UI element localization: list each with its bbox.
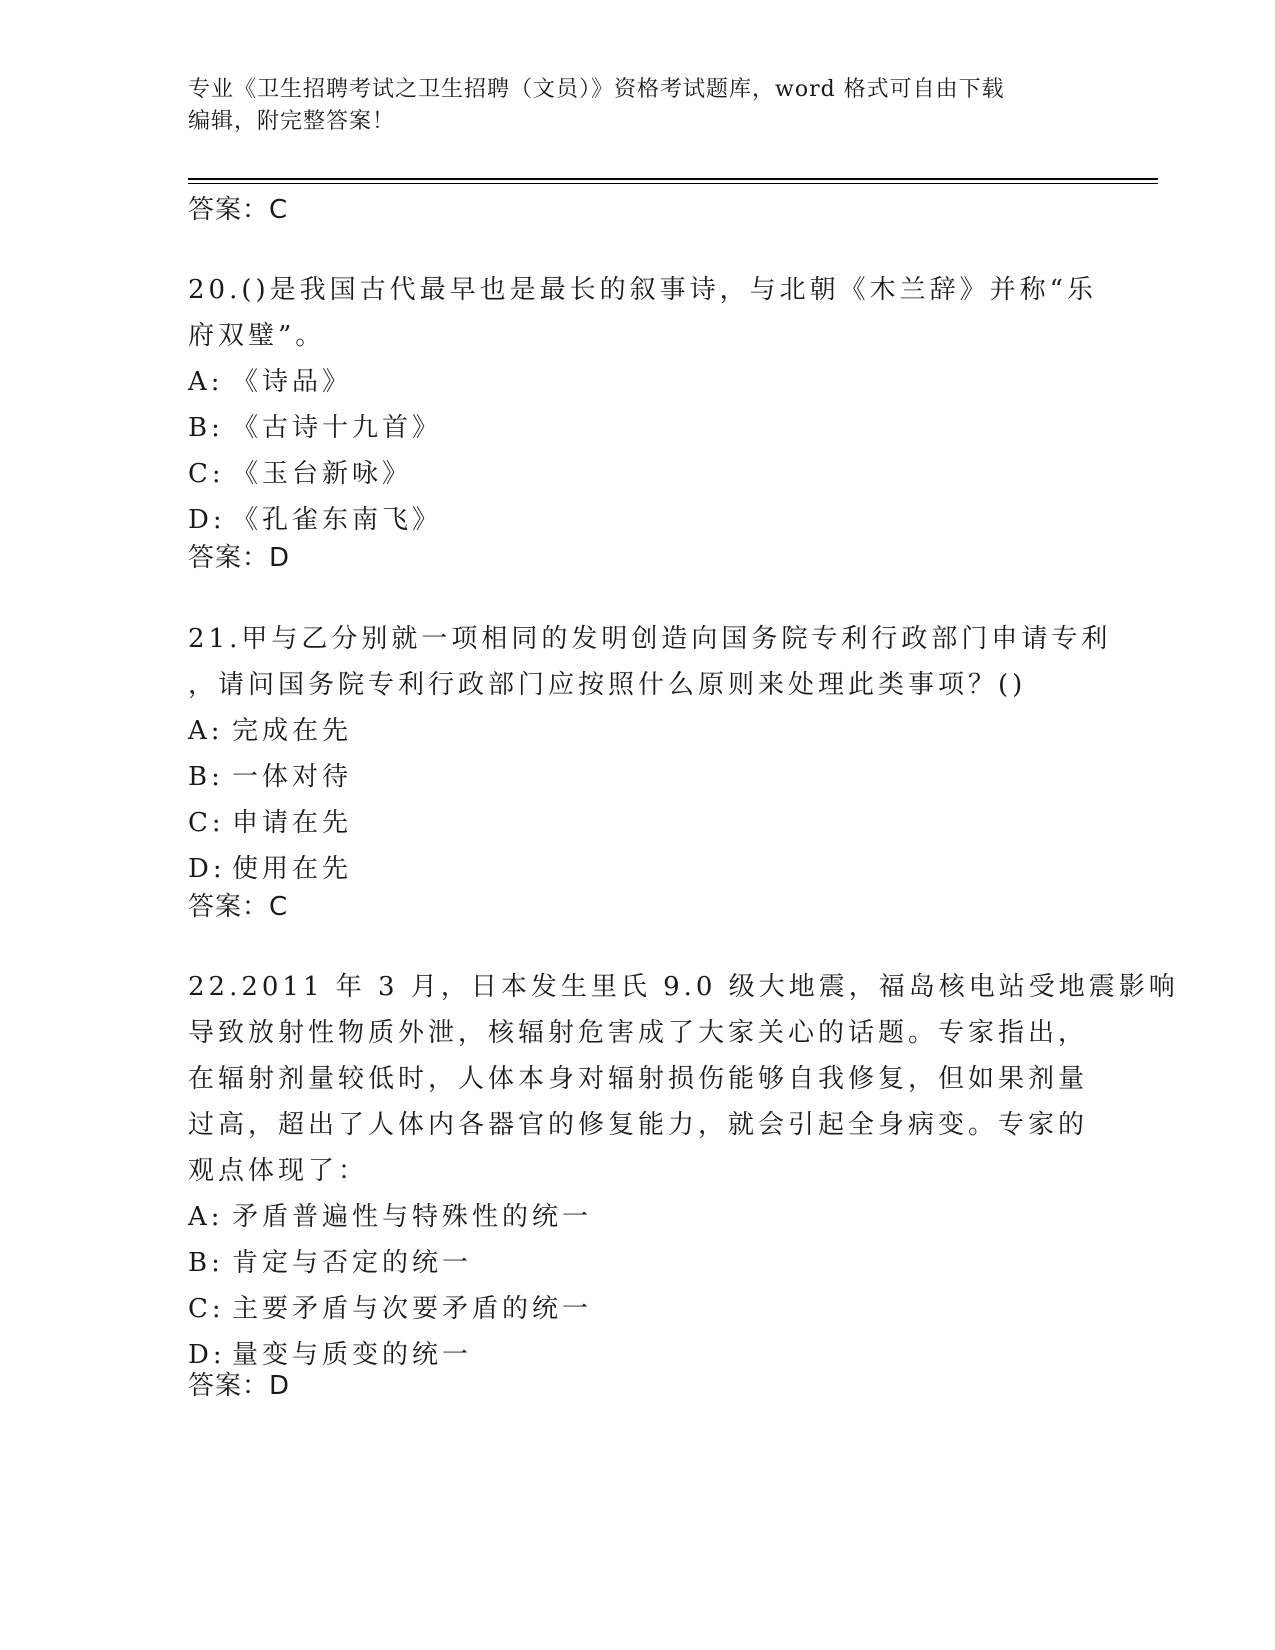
option-text: 《诗品》	[232, 367, 353, 397]
question-20-line-1: 20.()是我国古代最早也是最长的叙事诗，与北朝《木兰辞》并称“乐	[188, 275, 1097, 305]
option-text: 完成在先	[232, 716, 353, 746]
option-text: 《玉台新咏》	[232, 459, 413, 489]
question-21-line-2: ，请问国务院专利行政部门应按照什么原则来处理此类事项？()	[188, 670, 1027, 700]
question-20-line-2: 府双璧”。	[188, 321, 326, 351]
question-21-option-a	[188, 708, 1088, 754]
option-text: 主要矛盾与次要矛盾的统一	[232, 1294, 593, 1324]
option-key: D:	[188, 505, 226, 535]
question-20-option-d	[188, 497, 1088, 543]
question-21-option-b	[188, 754, 1088, 800]
option-key: B:	[188, 413, 224, 443]
option-text: 使用在先	[232, 854, 353, 884]
option-key: A:	[188, 1202, 224, 1232]
document-header	[188, 74, 1068, 138]
question-21-option-d	[188, 846, 1088, 892]
option-text: 《古诗十九首》	[232, 413, 443, 443]
question-22	[188, 964, 1179, 1378]
option-key: C:	[188, 808, 225, 838]
option-text: 《孔雀东南飞》	[232, 505, 443, 535]
option-key: D:	[188, 1340, 226, 1370]
header-divider-thin	[188, 183, 1158, 184]
answer-22: 答案：D	[188, 1371, 291, 1401]
option-key: C:	[188, 459, 225, 489]
question-22-line-4: 过高，超出了人体内各器官的修复能力，就会引起全身病变。专家的	[188, 1110, 1089, 1140]
question-20-option-a	[188, 359, 1088, 405]
answer-20: 答案：D	[188, 543, 291, 573]
question-20	[188, 267, 1097, 543]
question-21	[188, 616, 1112, 892]
header-line-1: 专业《卫生招聘考试之卫生招聘（文员）》资格考试题库，word 格式可自由下载	[188, 77, 1005, 102]
question-22-option-a	[188, 1194, 1088, 1240]
option-text: 矛盾普遍性与特殊性的统一	[232, 1202, 593, 1232]
question-22-option-b	[188, 1240, 1088, 1286]
question-22-option-d	[188, 1332, 1088, 1378]
question-22-option-c	[188, 1286, 1088, 1332]
option-key: A:	[188, 716, 224, 746]
header-line-2: 编辑，附完整答案！	[188, 109, 396, 134]
question-22-line-1: 22.2011 年 3 月，日本发生里氏 9.0 级大地震，福岛核电站受地震影响	[188, 972, 1179, 1002]
option-key: C:	[188, 1294, 225, 1324]
header-divider-thick	[188, 178, 1158, 180]
question-22-line-3: 在辐射剂量较低时，人体本身对辐射损伤能够自我修复，但如果剂量	[188, 1064, 1089, 1094]
option-key: B:	[188, 762, 224, 792]
question-22-line-5: 观点体现了：	[188, 1156, 369, 1186]
option-text: 肯定与否定的统一	[232, 1248, 473, 1278]
option-key: B:	[188, 1248, 224, 1278]
option-key: D:	[188, 854, 226, 884]
option-text: 申请在先	[232, 808, 353, 838]
question-20-option-b	[188, 405, 1088, 451]
question-21-option-c	[188, 800, 1088, 846]
question-20-option-c	[188, 451, 1088, 497]
option-text: 一体对待	[232, 762, 353, 792]
option-key: A:	[188, 367, 224, 397]
answer-19: 答案：C	[188, 195, 289, 225]
question-21-line-1: 21.甲与乙分别就一项相同的发明创造向国务院专利行政部门申请专利	[188, 624, 1112, 654]
option-text: 量变与质变的统一	[232, 1340, 473, 1370]
question-22-line-2: 导致放射性物质外泄，核辐射危害成了大家关心的话题。专家指出，	[188, 1018, 1089, 1048]
answer-21: 答案：C	[188, 892, 289, 922]
